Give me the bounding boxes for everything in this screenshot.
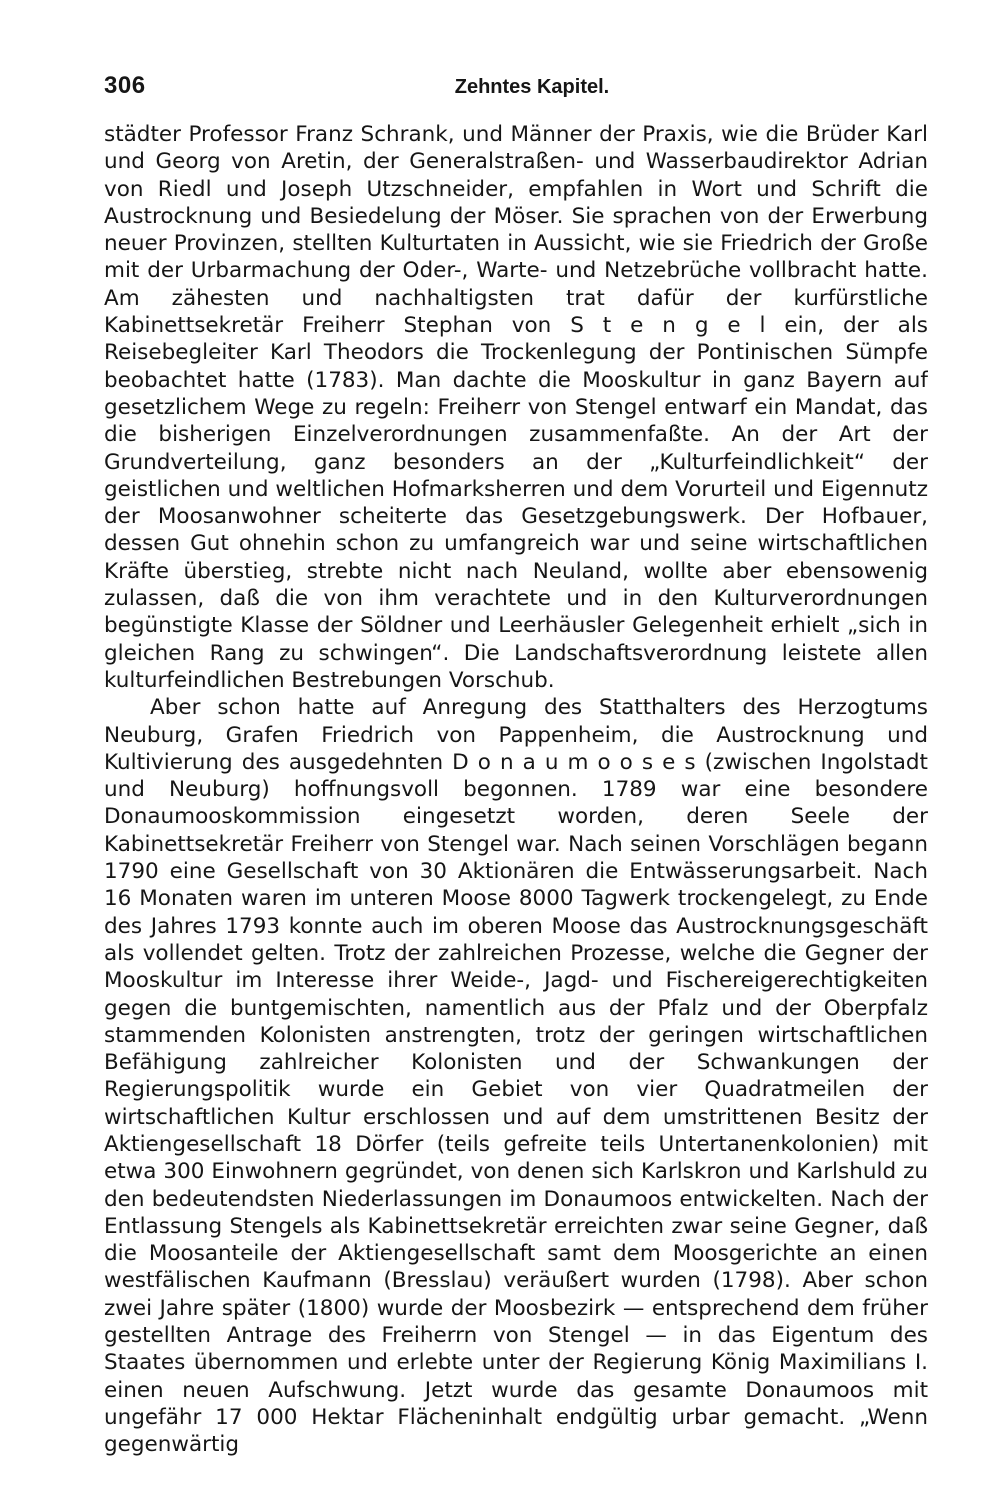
page-number: 306 — [104, 72, 146, 99]
running-head: Zehntes Kapitel. — [454, 76, 610, 98]
body-text — [104, 121, 928, 1461]
paragraph-donaumoos: Aber schon hatte auf Anregung des Statthalters des Herzogtums Neuburg, Grafen Friedrich von Pappenheim, die Austrocknung und Kultivierung des ausgedehnten D o n a u m o o s e s (zwischen Ingolstadt und Neuburg) hoffnungsvoll begonnen. 1789 war eine besondere Donaumooskommission eingesetzt worden, deren Seele der Kabinettsekretär Freiherr von Stengel war. Nach seinen Vorschlägen begann 1790 eine Gesellschaft von 30 Aktionären die Entwässerungsarbeit. Nach 16 Monaten waren im unteren Moose 8000 Tagwerk trockengelegt, zu Ende des Jahres 1793 konnte auch im oberen Moose das Austrocknungsgeschäft als vollendet gelten. Trotz der zahlreichen Prozesse, welche die Gegner der Mooskultur im Interesse ihrer Weide-, Jagd- und Fischereigerechtigkeiten gegen die buntgemischten, namentlich aus der Pfalz und der Oberpfalz stammenden Kolonisten anstrengten, trotz der geringen wirtschaftlichen Befähigung zahlreicher Kolonisten und der Schwankungen der Regierungspolitik wurde ein Gebiet von vier Quadratmeilen der wirtschaftlichen Kultur erschlossen und auf dem umstrittenen Besitz der Aktiengesellschaft 18 Dörfer (teils gefreite teils Untertanenkolonien) mit etwa 300 Einwohnern gegründet, von denen sich Karlskron und Karlshuld zu den bedeutendsten Niederlassungen im Donaumoos entwickelten. Nach der Entlassung Stengels als Kabinettsekretär erreichten zwar seine Gegner, daß die Moosanteile der Aktiengesellschaft samt dem Moosgerichte an einen westfälischen Kaufmann (Bresslau) veräußert wurden (1798). Aber schon zwei Jahre später (1800) wurde der Moosbezirk — entsprechend dem früher gestellten Antrage des Freiherrn von Stengel — in das Eigentum des Staates übernommen und erlebte unter der Regierung König Maximilians I. einen neuen Aufschwung. Jetzt wurde das gesamte Donaumoos mit ungefähr 17 000 Hektar Flächeninhalt endgültig urbar gemacht. „Wenn gegenwärtig — [104, 695, 928, 1458]
paragraph-continuation: städter Professor Franz Schrank, und Männer der Praxis, wie die Brüder Karl und Georg von Aretin, der Generalstraßen- und Wasserbaudirektor Adrian von Riedl und Joseph Utzschneider, empfahlen in Wort und Schrift die Austrocknung und Besiedelung der Möser. Sie sprachen von der Erwerbung neuer Provinzen, stellten Kulturtaten in Aussicht, wie sie Friedrich der Große mit der Urbarmachung der Oder-, Warte- und Netzebrüche vollbracht hatte. Am zähesten und nachhaltigsten trat dafür der kurfürstliche Kabinettsekretär Freiherr Stephan von S t e n g e l ein, der als Reisebegleiter Karl Theodors die Trockenlegung der Pontinischen Sümpfe beobachtet hatte (1783). Man dachte die Mooskultur in ganz Bayern auf gesetzlichem Wege zu regeln: Freiherr von Stengel entwarf ein Mandat, das die bisherigen Einzelverordnungen zusammenfaßte. An der Art der Grundverteilung, ganz besonders an der „Kulturfeindlichkeit“ der geistlichen und weltlichen Hofmarksherren und dem Vorurteil und Eigennutz der Moosanwohner scheiterte das Gesetzgebungswerk. Der Hofbauer, dessen Gut ohnehin schon zu umfangreich war und seine wirtschaftlichen Kräfte überstieg, strebte nicht nach Neuland, wollte aber ebensowenig zulassen, daß die von ihm verachtete und in den Kulturverordnungen begünstigte Klasse der Söldner und Leerhäusler Gelegenheit erhielt „sich in gleichen Rang zu schwingen“. Die Landschaftsverordnung leistete allen kulturfeindlichen Bestrebungen Vorschub. — [104, 122, 928, 693]
page-header — [104, 72, 928, 106]
